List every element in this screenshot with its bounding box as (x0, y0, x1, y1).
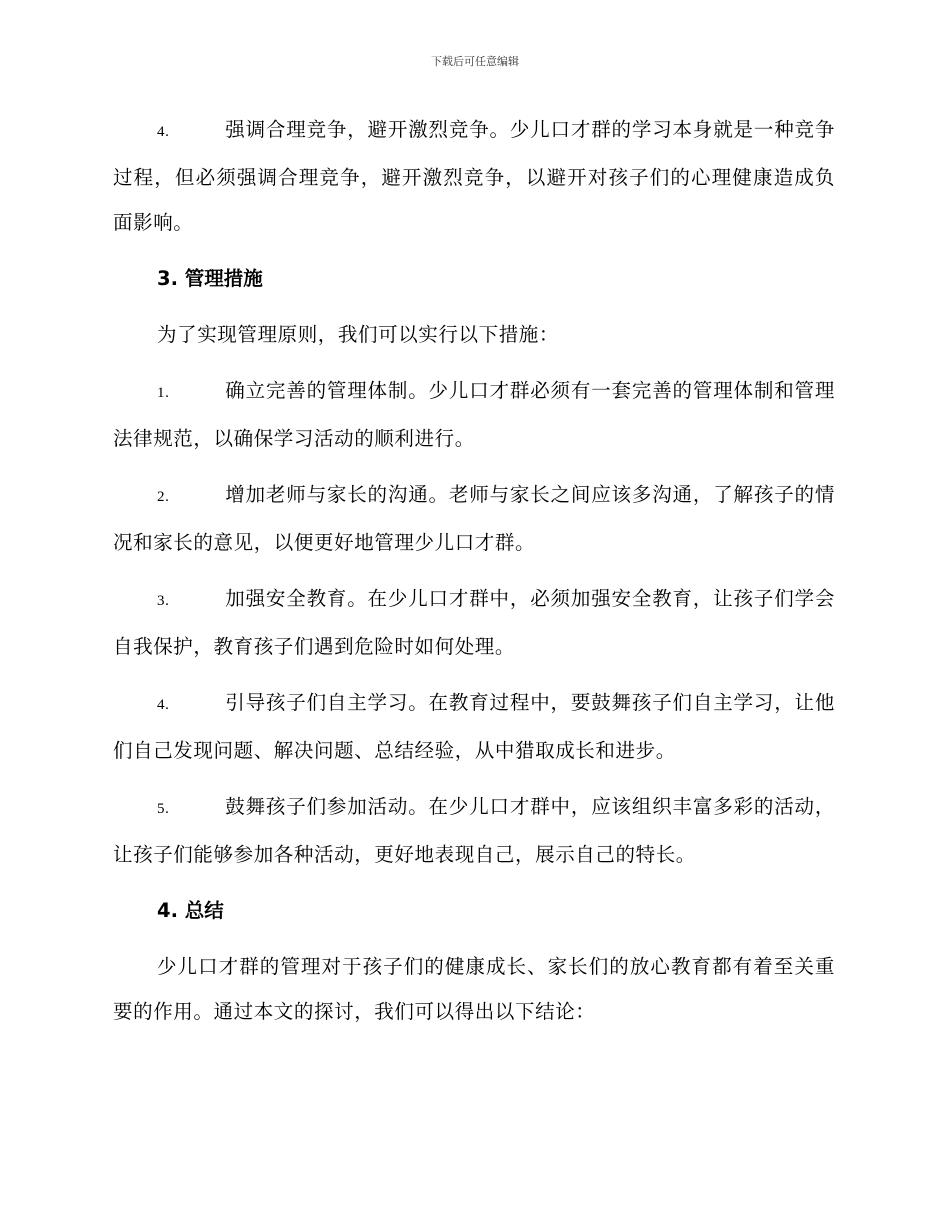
list-item-number: 3. (157, 593, 170, 609)
list-item-text: 确立完善的管理体制。少儿口才群必须有一套完善的管理体制和管理法律规范，以确保学习活动的顺利进行。 (113, 379, 835, 450)
list-item-text: 鼓舞孩子们参加活动。在少儿口才群中，应该组织丰富多彩的活动，让孩子们能够参加各种活动，更好地表现自己，展示自己的特长。 (113, 795, 835, 866)
list-item (113, 576, 835, 669)
list-item-number: 4. (157, 124, 170, 140)
summary-text: 少儿口才群的管理对于孩子们的健康成长、家长们的放心教育都有着至关重要的作用。通过本文的探讨，我们可以得出以下结论： (113, 955, 835, 1023)
list-item-number: 5. (157, 801, 170, 817)
list-item-number: 4. (157, 697, 170, 713)
section-heading-summary: 4. 总结 (157, 899, 224, 922)
section-heading-measures: 3. 管理措施 (157, 267, 263, 290)
section-intro-text: 为了实现管理原则，我们可以实行以下措施： (157, 323, 560, 346)
list-item-number: 2. (157, 489, 170, 505)
header-note: 下载后可任意编辑 (431, 55, 519, 68)
list-item-text: 引导孩子们自主学习。在教育过程中，要鼓舞孩子们自主学习，让他们自己发现问题、解决问题、总结经验，从中猎取成长和进步。 (113, 691, 835, 762)
list-item (113, 784, 835, 877)
list-item-text: 加强安全教育。在少儿口才群中，必须加强安全教育，让孩子们学会自我保护，教育孩子们遇到危险时如何处理。 (113, 587, 835, 658)
list-item (113, 472, 835, 565)
list-item-text: 增加老师与家长的沟通。老师与家长之间应该多沟通，了解孩子的情况和家长的意见，以便更好地管理少儿口才群。 (113, 483, 835, 554)
document-content (113, 107, 835, 1045)
list-item-text: 强调合理竞争，避开激烈竞争。少儿口才群的学习本身就是一种竞争过程，但必须强调合理竞争，避开激烈竞争，以避开对孩子们的心理健康造成负面影响。 (113, 118, 835, 234)
list-item (113, 107, 835, 245)
list-item-number: 1. (157, 385, 170, 401)
list-item (113, 368, 835, 461)
list-item (113, 680, 835, 773)
